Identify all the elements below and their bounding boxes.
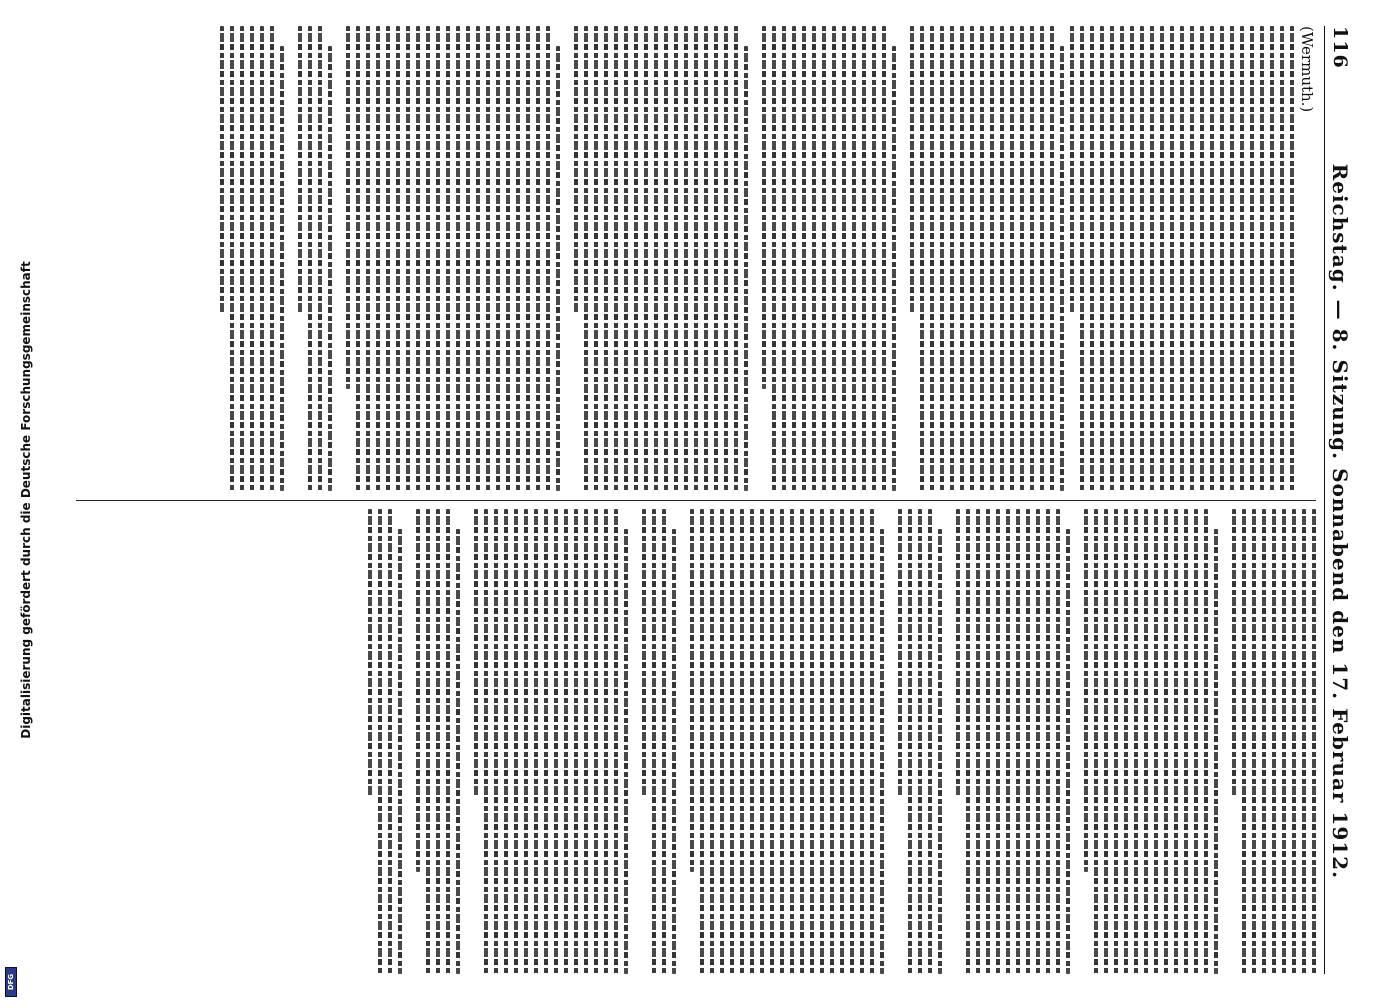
text-line <box>1170 26 1174 491</box>
page-header <box>1324 26 1355 974</box>
text-line <box>230 26 234 491</box>
text-line <box>1302 509 1306 974</box>
text-line <box>930 26 934 491</box>
text-line <box>740 509 744 974</box>
text-line <box>730 509 734 974</box>
text-line <box>694 26 698 491</box>
text-line <box>1190 26 1194 491</box>
text-line <box>506 26 510 491</box>
text-line <box>624 529 628 974</box>
paragraph-gap <box>1070 509 1078 974</box>
text-line <box>1220 26 1224 491</box>
text-line <box>436 509 440 974</box>
text-line <box>376 26 380 491</box>
paragraph-gap <box>628 509 636 974</box>
text-line <box>700 509 704 974</box>
text-line <box>684 26 688 491</box>
text-line <box>750 509 754 974</box>
running-title: Reichstag. — 8. Sitzung. Sonnabend den 17. Februar 1912. <box>1328 163 1352 880</box>
text-line <box>1000 26 1004 491</box>
text-line <box>386 26 390 491</box>
text-line <box>416 509 420 872</box>
text-line <box>780 509 784 974</box>
text-line <box>496 26 500 491</box>
text-line <box>1030 26 1034 491</box>
text-line <box>1026 509 1030 974</box>
text-line <box>298 26 302 314</box>
digitization-credit: Digitalisierung gefördert durch die Deutsche Forschungsgemeinschaft <box>19 261 33 739</box>
text-line <box>956 509 960 797</box>
text-line <box>654 26 658 491</box>
text-line <box>1260 26 1264 491</box>
text-line <box>1130 26 1134 491</box>
text-line <box>494 509 498 974</box>
text-line <box>388 509 392 974</box>
paragraph-gap <box>676 509 684 974</box>
text-line <box>436 26 440 491</box>
text-line <box>1180 26 1184 491</box>
text-line <box>308 26 312 491</box>
text-line <box>672 529 676 974</box>
text-line <box>1160 26 1164 491</box>
text-line <box>240 26 244 491</box>
text-line <box>1040 26 1044 491</box>
text-line <box>908 509 912 974</box>
right-column <box>76 509 1316 974</box>
text-line <box>476 26 480 491</box>
text-line <box>720 509 724 974</box>
text-line <box>426 509 430 974</box>
paragraph-gap <box>748 26 756 491</box>
text-line <box>456 529 460 974</box>
text-line <box>1262 509 1266 974</box>
paragraph-gap <box>560 26 568 491</box>
text-line <box>664 26 668 491</box>
text-line <box>446 509 450 974</box>
text-line <box>882 26 886 491</box>
text-line <box>1134 509 1138 974</box>
text-line <box>1174 509 1178 974</box>
text-line <box>624 26 628 491</box>
text-line <box>416 26 420 491</box>
text-line <box>260 26 264 491</box>
text-line <box>1070 26 1074 314</box>
text-line <box>802 26 806 491</box>
text-line <box>644 26 648 491</box>
text-line <box>790 509 794 974</box>
text-line <box>318 26 322 491</box>
text-line <box>398 529 402 974</box>
text-line <box>710 509 714 974</box>
text-line <box>1230 26 1234 491</box>
text-line <box>1240 26 1244 491</box>
text-line <box>346 26 350 389</box>
page-number: 116 <box>1329 26 1351 69</box>
text-line <box>704 26 708 491</box>
text-line <box>772 26 776 491</box>
text-line <box>1010 26 1014 491</box>
text-line <box>556 46 560 491</box>
text-line <box>1150 26 1154 491</box>
text-line <box>782 26 786 491</box>
text-line <box>396 26 400 491</box>
text-line <box>484 509 488 974</box>
paragraph-gap <box>884 509 892 974</box>
text-line <box>870 509 874 974</box>
text-line <box>604 26 608 491</box>
text-line <box>940 26 944 491</box>
text-line <box>486 26 490 491</box>
text-line <box>446 26 450 491</box>
text-line <box>1090 26 1094 491</box>
text-line <box>474 509 478 797</box>
text-line <box>812 26 816 491</box>
text-line <box>1154 509 1158 974</box>
text-line <box>938 529 942 974</box>
text-line <box>1104 509 1108 974</box>
text-line <box>714 26 718 491</box>
text-line <box>366 26 370 491</box>
text-line <box>1020 26 1024 491</box>
paragraph-gap <box>1218 509 1226 974</box>
text-line <box>614 26 618 491</box>
left-column <box>76 26 1316 491</box>
text-line <box>1252 509 1256 974</box>
text-line <box>1080 26 1084 491</box>
text-line <box>614 509 618 974</box>
text-line <box>1100 26 1104 491</box>
text-line <box>966 509 970 974</box>
text-line <box>516 26 520 491</box>
text-line <box>1214 529 1218 974</box>
text-line <box>1084 509 1088 872</box>
text-line <box>1164 509 1168 974</box>
text-line <box>980 26 984 491</box>
text-line <box>1060 46 1064 491</box>
text-line <box>1066 529 1070 974</box>
paragraph-gap <box>460 509 468 974</box>
text-line <box>1194 509 1198 974</box>
text-line <box>860 509 864 974</box>
text-line <box>634 26 638 491</box>
text-line <box>760 509 764 974</box>
text-line <box>220 26 224 314</box>
text-line <box>642 509 646 797</box>
scanned-page <box>55 0 1383 1000</box>
text-line <box>976 509 980 974</box>
text-line <box>1270 26 1274 491</box>
text-line <box>280 46 284 491</box>
right-column-text <box>368 509 1316 974</box>
text-line <box>1232 509 1236 797</box>
text-line <box>1282 509 1286 974</box>
text-line <box>852 26 856 491</box>
text-line <box>1120 26 1124 491</box>
text-line <box>960 26 964 491</box>
text-line <box>1114 509 1118 974</box>
text-line <box>1056 509 1060 974</box>
text-line <box>1124 509 1128 974</box>
text-line <box>378 509 382 974</box>
text-line <box>986 509 990 974</box>
text-line <box>526 26 530 491</box>
text-line <box>426 26 430 491</box>
text-line <box>822 26 826 491</box>
text-line <box>594 509 598 974</box>
text-line <box>950 26 954 491</box>
text-line <box>544 509 548 974</box>
paragraph-gap <box>332 26 340 491</box>
text-line <box>524 509 528 974</box>
text-line <box>898 509 902 797</box>
text-line <box>1140 26 1144 491</box>
text-line <box>456 26 460 491</box>
text-line <box>368 509 372 797</box>
page-margin <box>0 0 55 1000</box>
text-line <box>734 26 738 491</box>
text-line <box>1110 26 1114 491</box>
text-line <box>594 26 598 491</box>
text-line <box>406 26 410 491</box>
paragraph-gap <box>942 509 950 974</box>
text-line <box>554 509 558 974</box>
text-line <box>1094 509 1098 974</box>
text-line <box>504 509 508 974</box>
text-line <box>466 26 470 491</box>
text-line <box>832 26 836 491</box>
text-columns <box>76 26 1316 974</box>
text-line <box>928 509 932 974</box>
text-line <box>546 26 550 491</box>
text-line <box>1016 509 1020 974</box>
text-line <box>652 509 656 974</box>
paragraph-gap <box>284 26 292 491</box>
text-line <box>820 509 824 974</box>
text-line <box>762 26 766 389</box>
text-line <box>840 509 844 974</box>
text-line <box>604 509 608 974</box>
text-line <box>850 509 854 974</box>
text-line <box>1036 509 1040 974</box>
text-line <box>1006 509 1010 974</box>
text-line <box>744 46 748 491</box>
text-line <box>880 529 884 974</box>
paragraph-gap <box>402 509 410 974</box>
text-line <box>800 509 804 974</box>
text-line <box>842 26 846 491</box>
text-line <box>584 26 588 491</box>
text-line <box>574 509 578 974</box>
text-line <box>1290 26 1294 491</box>
text-line <box>270 26 274 491</box>
text-line <box>690 509 694 872</box>
text-line <box>1144 509 1148 974</box>
column-divider <box>76 500 1316 501</box>
text-line <box>1210 26 1214 491</box>
text-line <box>872 26 876 491</box>
left-column-text <box>220 26 1294 491</box>
paragraph-gap <box>896 26 904 491</box>
text-line <box>892 46 896 491</box>
text-line <box>970 26 974 491</box>
text-line <box>862 26 866 491</box>
text-line <box>536 26 540 491</box>
text-line <box>1200 26 1204 491</box>
text-line <box>1250 26 1254 491</box>
text-line <box>574 26 578 314</box>
text-line <box>770 509 774 974</box>
text-line <box>1184 509 1188 974</box>
text-line <box>810 509 814 974</box>
text-line <box>662 509 666 974</box>
text-line <box>356 26 360 491</box>
text-line <box>1204 509 1208 974</box>
text-line <box>830 509 834 974</box>
speaker-reference: (Wermuth.) <box>1298 26 1316 113</box>
text-line <box>1312 509 1316 974</box>
text-line <box>724 26 728 491</box>
text-line <box>792 26 796 491</box>
text-line <box>328 46 332 491</box>
text-line <box>564 509 568 974</box>
text-line <box>918 509 922 974</box>
text-line <box>584 509 588 974</box>
text-line <box>1280 26 1284 491</box>
text-line <box>534 509 538 974</box>
text-line <box>514 509 518 974</box>
text-line <box>920 26 924 491</box>
text-line <box>1046 509 1050 974</box>
text-line <box>1292 509 1296 974</box>
text-line <box>1272 509 1276 974</box>
dfg-logo: DFG <box>5 967 17 997</box>
text-line <box>910 26 914 314</box>
text-line <box>1050 26 1054 491</box>
rotated-page-content <box>69 10 1369 990</box>
text-line <box>1242 509 1246 974</box>
text-line <box>990 26 994 491</box>
text-line <box>674 26 678 491</box>
text-line <box>250 26 254 491</box>
text-line <box>996 509 1000 974</box>
